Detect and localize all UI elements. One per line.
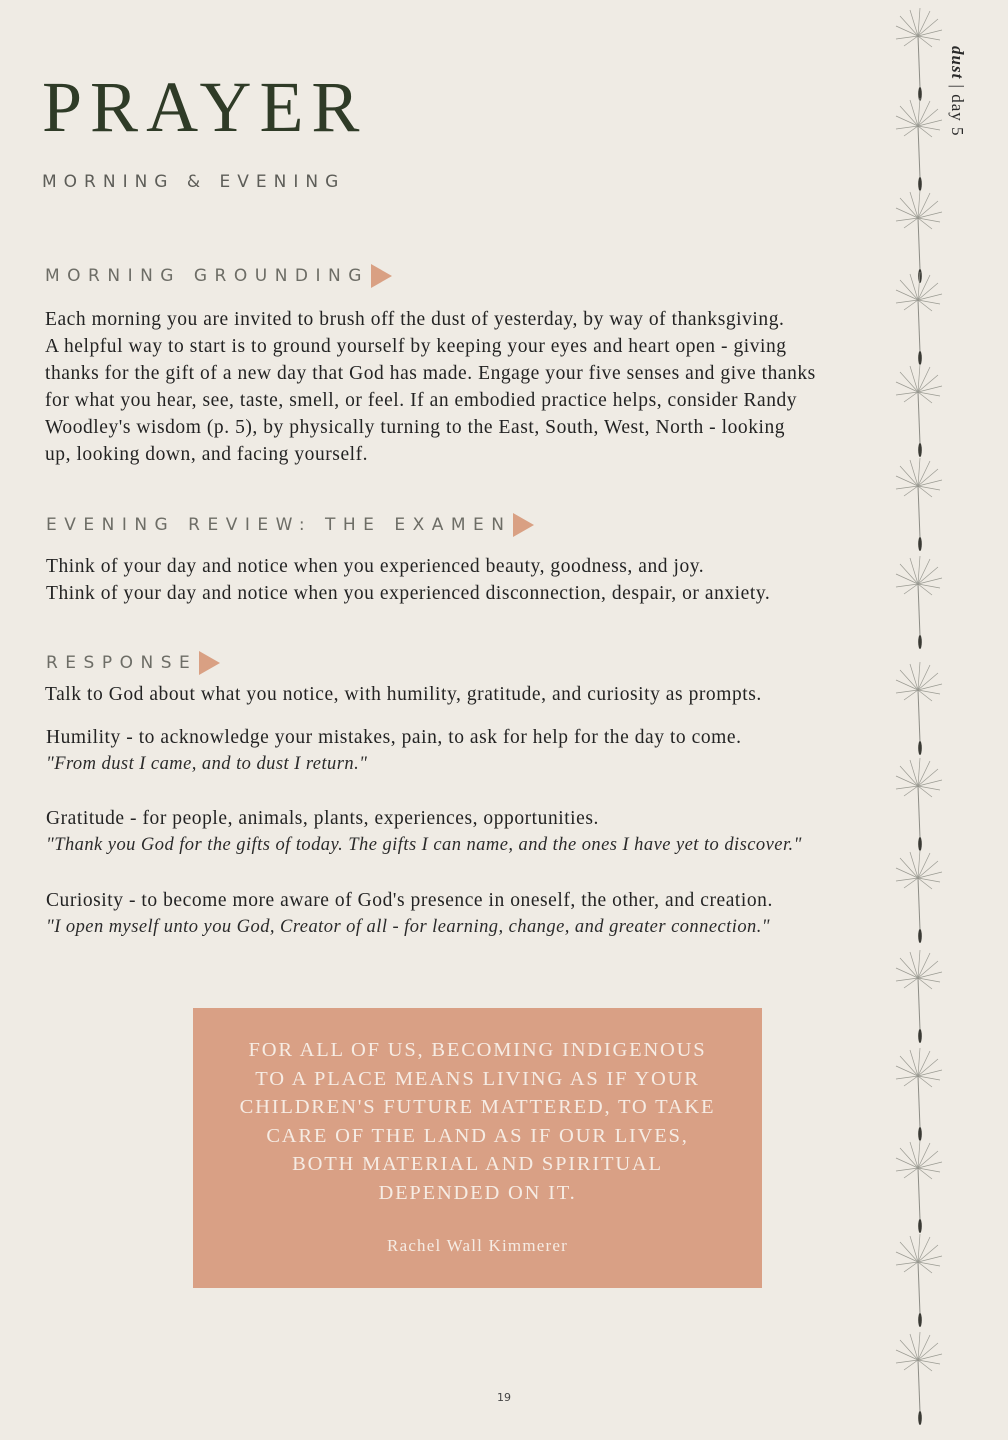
morning-line: A helpful way to start is to ground yourself by keeping your eyes and heart open - giving bbox=[45, 336, 787, 357]
dandelion-seed-icon bbox=[896, 662, 942, 755]
curiosity-block bbox=[46, 887, 886, 941]
humility-block bbox=[46, 724, 886, 778]
curiosity-quote: "I open myself unto you God, Creator of all - for learning, change, and greater connection." bbox=[46, 917, 771, 937]
morning-line: thanks for the gift of a new day that God has made. Engage your five senses and give thanks bbox=[45, 363, 816, 384]
quote-text bbox=[233, 1036, 722, 1208]
quote-line: CARE OF THE LAND AS IF OUR LIVES, bbox=[266, 1124, 689, 1147]
quote-author: Rachel Wall Kimmerer bbox=[387, 1235, 568, 1255]
dandelion-seed-icon bbox=[896, 190, 942, 283]
triangle-right-icon bbox=[199, 651, 220, 675]
morning-line: Each morning you are invited to brush off the dust of yesterday, by way of thanksgiving. bbox=[45, 309, 785, 330]
side-label-dust: dust bbox=[948, 46, 967, 80]
quote-line: CHILDREN'S FUTURE MATTERED, TO TAKE bbox=[239, 1096, 716, 1119]
dandelion-seed-icon bbox=[896, 850, 942, 943]
dandelion-seed-icon bbox=[896, 556, 942, 649]
morning-grounding-heading-text: MORNING GROUNDING bbox=[45, 266, 369, 286]
response-heading-text: RESPONSE bbox=[46, 653, 198, 673]
morning-line: Woodley's wisdom (p. 5), by physically turning to the East, South, West, North - looking bbox=[45, 417, 786, 438]
morning-grounding-text bbox=[45, 306, 885, 468]
quote-box bbox=[193, 1008, 762, 1288]
dandelion-seed-icon bbox=[896, 458, 942, 551]
gratitude-block bbox=[46, 805, 886, 859]
dandelion-seed-icon bbox=[896, 1140, 942, 1233]
dandelion-seed-icon bbox=[896, 98, 942, 191]
dandelion-seed-icon bbox=[896, 758, 942, 851]
dandelion-seed-icon bbox=[896, 1234, 942, 1327]
quote-line: FOR ALL OF US, BECOMING INDIGENOUS bbox=[248, 1039, 707, 1061]
morning-line: up, looking down, and facing yourself. bbox=[45, 444, 369, 465]
morning-grounding-heading bbox=[45, 264, 392, 288]
gratitude-quote: "Thank you God for the gifts of today. The gifts I can name, and the ones I have yet to discover." bbox=[46, 835, 802, 855]
evening-line: Think of your day and notice when you experienced beauty, goodness, and joy. bbox=[46, 556, 705, 577]
gratitude-text: Gratitude - for people, animals, plants, experiences, opportunities. bbox=[46, 808, 599, 829]
quote-line: DEPENDED ON IT. bbox=[378, 1181, 577, 1204]
dandelion-seed-icon bbox=[896, 272, 942, 365]
quote-line: BOTH MATERIAL AND SPIRITUAL bbox=[292, 1153, 663, 1176]
evening-review-text bbox=[46, 553, 886, 607]
morning-line: for what you hear, see, taste, smell, or feel. If an embodied practice helps, consider Randy bbox=[45, 390, 798, 411]
page-title: PRAYER bbox=[42, 67, 368, 147]
evening-line: Think of your day and notice when you experienced disconnection, despair, or anxiety. bbox=[46, 583, 771, 604]
response-heading bbox=[46, 651, 220, 675]
response-intro-text: Talk to God about what you notice, with humility, gratitude, and curiosity as prompts. bbox=[45, 684, 762, 705]
page-number: 19 bbox=[497, 1391, 511, 1404]
dandelion-seed-icon bbox=[896, 364, 942, 457]
curiosity-text: Curiosity - to become more aware of God's presence in oneself, the other, and creation. bbox=[46, 890, 773, 911]
quote-line: TO A PLACE MEANS LIVING AS IF YOUR bbox=[255, 1067, 700, 1090]
humility-text: Humility - to acknowledge your mistakes, pain, to ask for help for the day to come. bbox=[46, 727, 742, 748]
response-intro bbox=[45, 681, 885, 708]
evening-review-heading bbox=[46, 513, 534, 537]
dandelion-seed-icon bbox=[896, 950, 942, 1043]
dandelion-seed-icon bbox=[896, 1048, 942, 1141]
evening-review-heading-text: EVENING REVIEW: THE EXAMEN bbox=[46, 515, 512, 535]
triangle-right-icon bbox=[371, 264, 392, 288]
side-label-day: | day 5 bbox=[948, 79, 967, 137]
dandelion-seed-icon bbox=[896, 8, 942, 101]
humility-quote: "From dust I came, and to dust I return." bbox=[46, 754, 368, 774]
triangle-right-icon bbox=[513, 513, 534, 537]
page-subtitle: MORNING & EVENING bbox=[42, 172, 346, 192]
dandelion-seed-icon bbox=[896, 1332, 942, 1425]
dandelion-seed-border bbox=[880, 0, 960, 1440]
